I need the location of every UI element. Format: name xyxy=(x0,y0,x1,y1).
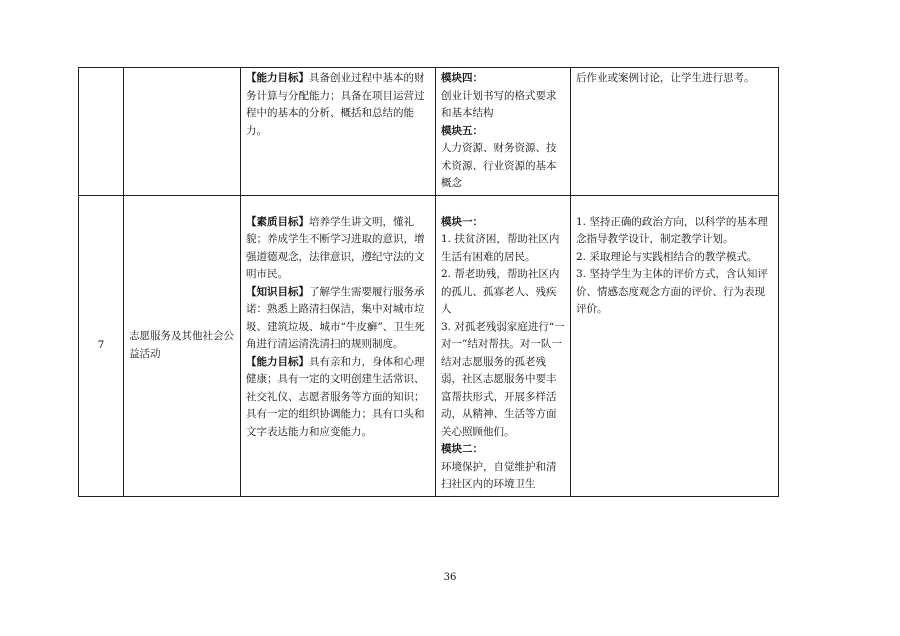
number-cell xyxy=(79,195,124,496)
knowledge-goal-label: 【知识目标】 xyxy=(246,285,309,298)
row-number: 7 xyxy=(97,338,105,351)
course-name-cell xyxy=(124,195,241,496)
content-cell xyxy=(436,195,571,496)
number-cell xyxy=(79,68,124,196)
module-text: 人力资源、财务资源、技术资源、行业资源的基本概念 xyxy=(441,142,557,189)
ability-goal-text: 具备创业过程中基本的财务计算与分配能力；具备在项目运营过程中的基本的分析、概括和总结的能力。 xyxy=(246,72,425,137)
module-text: 环境保护，自觉维护和清扫社区内的环境卫生 xyxy=(441,460,557,490)
module-item: 2. 帮老助残，帮助社区内的孤儿、孤寡老人、残疾人 xyxy=(441,268,560,315)
quality-goal-text: 培养学生讲文明，懂礼貌；养成学生不断学习进取的意识，增强道德观念，法律意识，遵纪守法的文明市民。 xyxy=(246,215,425,280)
objectives-cell xyxy=(241,195,436,496)
method-item: 3. 坚持学生为主体的评价方式，含认知评价、情感态度观念方面的评价、行为表现评价。 xyxy=(576,268,768,315)
content-cell xyxy=(436,68,571,196)
curriculum-table xyxy=(78,67,779,497)
table-row xyxy=(79,195,779,496)
module-title: 模块二： xyxy=(441,443,483,455)
module-title: 模块四： xyxy=(441,72,483,84)
course-name: 志愿服务及其他社会公益活动 xyxy=(129,330,234,360)
module-title: 模块五： xyxy=(441,124,483,137)
module-item: 3. 对孤老残弱家庭进行“一对一”结对帮扶。对一队一结对志愿服务的孤老残弱，社区志愿服务中要丰富帮扶形式，开展多样活动，从精神、生活等方面关心照顾他们。 xyxy=(441,320,565,438)
method-cell xyxy=(571,195,779,496)
method-text: 后作业或案例讨论，让学生进行思考。 xyxy=(576,72,755,84)
method-item: 2. 采取理论与实践相结合的教学模式。 xyxy=(576,250,758,263)
objectives-cell xyxy=(241,68,436,196)
ability-goal-label: 【能力目标】 xyxy=(246,72,309,84)
table-row xyxy=(79,68,779,196)
module-text: 创业计划书写的格式要求和基本结构 xyxy=(441,89,557,119)
knowledge-goal-text: 了解学生需要履行服务承诺：熟悉上路清扫保洁，集中对城市垃圾、建筑垃圾、城市“牛皮癣”、卫生死角进行清运清洗清扫的规则制度。 xyxy=(246,285,425,350)
page-number: 36 xyxy=(443,572,457,583)
method-cell xyxy=(571,68,779,196)
quality-goal-label: 【素质目标】 xyxy=(246,215,309,228)
ability-goal-label: 【能力目标】 xyxy=(246,355,309,368)
course-name-cell xyxy=(124,68,241,196)
ability-goal-text: 具有亲和力，身体和心理健康；具有一定的文明创建生活常识、社交礼仪、志愿者服务等方面的知识；具有一定的组织协调能力；具有口头和文字表达能力和应变能力。 xyxy=(246,355,425,438)
method-item: 1. 坚持正确的政治方向，以科学的基本理念指导教学设计，制定教学计划。 xyxy=(576,215,768,245)
module-item: 1. 扶贫济困，帮助社区内生活有困难的居民。 xyxy=(441,233,560,263)
module-title: 模块一： xyxy=(441,215,483,228)
